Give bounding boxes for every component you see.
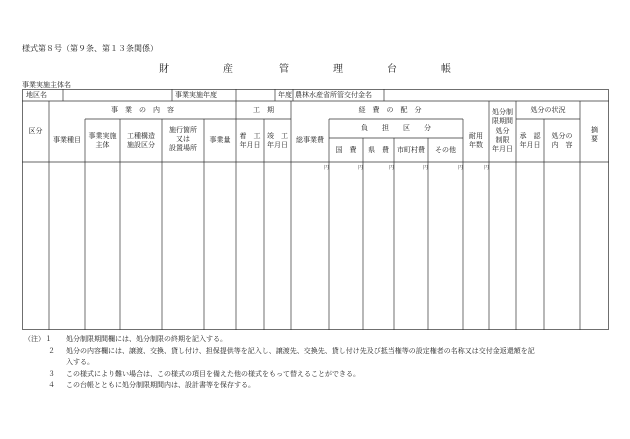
disposal-status-header: 処分の状況 [530, 106, 566, 114]
disposal-period-header: 処分制 限期間 [492, 108, 513, 125]
municipal-cost-header: 市町村費 [397, 146, 425, 154]
volume-header: 事業量 [209, 136, 231, 144]
other-cost-header: その他 [435, 146, 456, 154]
yen-unit-mark: 円 [389, 165, 395, 171]
implementation-year-label: 事業実施年度 [175, 90, 217, 99]
burden-class-header: 負 担 区 分 [361, 124, 431, 132]
yen-unit-mark: 円 [324, 165, 330, 171]
note-text: 処分の内容欄には、譲渡、交換、貸し付け、担保提供等を記入し、譲渡先、交換先、貸し付け先及び抵当権等の設定権者の名称又は交付金返還額を記 [66, 346, 535, 355]
useful-life-header: 耐用 年数 [469, 132, 483, 149]
disposal-end-date-header: 処分 制限 年月日 [492, 127, 513, 153]
approval-date-header: 承 認 年月日 [519, 132, 541, 149]
note-text: この台帳とともに処分制限期間内は、設計書等を保存する。 [66, 381, 255, 389]
note-text: 入する。 [66, 358, 94, 366]
note-number: ２ [48, 346, 55, 355]
yen-unit-mark: 円 [484, 165, 490, 171]
remarks-header: 摘 要 [591, 126, 598, 143]
page-title [0, 60, 630, 75]
title-char: 理 [333, 64, 343, 75]
construction-period-header: 工 期 [253, 106, 274, 114]
note-number: ３ [48, 369, 55, 378]
title-char: 財 [159, 64, 169, 75]
national-cost-header: 国 費 [335, 146, 357, 154]
title-char: 台 [387, 64, 397, 75]
yen-unit-mark: 円 [423, 165, 429, 171]
grant-name-label: 農林水産省所管交付金名 [295, 90, 372, 99]
title-char: 産 [223, 64, 233, 75]
yen-unit-mark: 円 [458, 165, 464, 171]
prefectural-cost-header: 県 費 [368, 146, 389, 154]
completion-date-header: 竣 工 年月日 [267, 132, 288, 149]
grant-year-label: 年度 [278, 90, 292, 99]
note-text: 処分制限期間欄には、処分制限の終期を記入する。 [66, 335, 227, 343]
expenses-distribution-header: 経 費 の 配 分 [358, 106, 422, 114]
note-number: （注）１ [24, 335, 52, 343]
structure-header: 工種構造 施設区分 [127, 132, 155, 149]
disposal-content-header: 処分の 内 容 [551, 132, 573, 149]
property-ledger-table [22, 89, 609, 330]
note-text: この様式により難い場合は、この様式の項目を備えた他の様式をもって替えることができる。 [66, 369, 360, 378]
note-number: ４ [48, 381, 55, 389]
region-label: 地区名 [26, 90, 47, 99]
title-char: 帳 [441, 64, 451, 75]
category-header: 区分 [28, 127, 43, 135]
business-content-header: 事 業 の 内 容 [111, 106, 174, 114]
entity-name-label: 事業実施主体名 [22, 81, 71, 89]
start-date-header: 着 工 年月日 [239, 132, 261, 149]
total-cost-header: 総事業費 [296, 136, 324, 144]
form-number: 様式第８号（第９条、第１３条関係） [22, 44, 158, 53]
yen-unit-mark: 円 [358, 165, 364, 171]
business-type-header: 事業種目 [53, 136, 81, 144]
location-header: 施行箇所 又は 設置場所 [169, 126, 197, 152]
business-entity-header: 事業実施 主体 [88, 132, 117, 149]
title-char: 管 [279, 64, 289, 75]
table-grid [22, 89, 609, 330]
